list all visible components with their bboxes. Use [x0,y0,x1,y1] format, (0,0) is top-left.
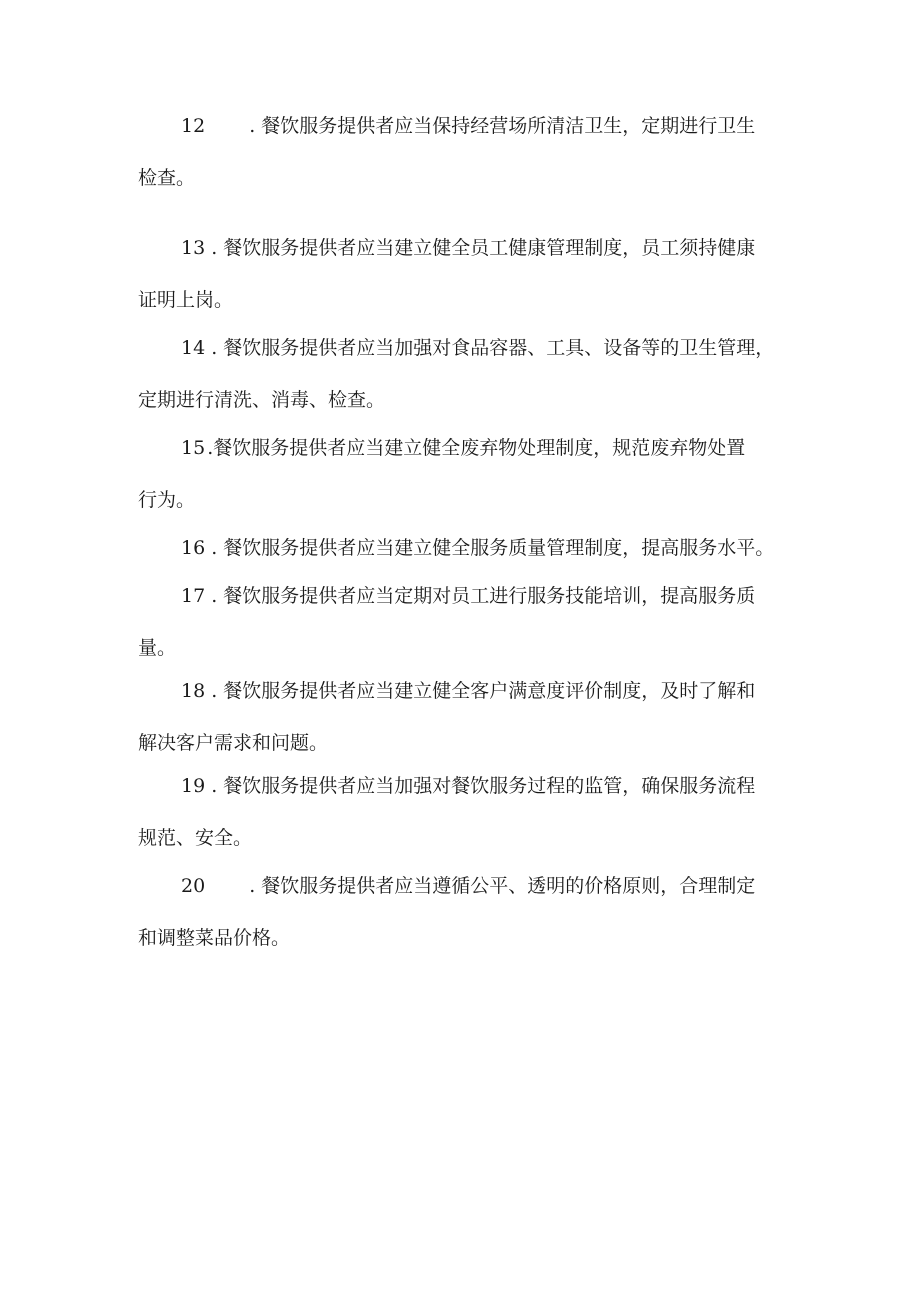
clause-18 [138,677,798,757]
clause-text: . 餐饮服务提供者应当遵循公平、透明的价格原则，合理制定 [249,875,756,897]
clause-number: 19 [181,775,206,797]
clause-20 [138,872,798,952]
clause-text: . 餐饮服务提供者应当建立健全服务质量管理制度，提高服务水平。 [211,537,775,559]
clause-number: 16 [181,537,206,559]
clause-line-1 [138,872,798,900]
clause-number: 14 [181,337,206,359]
clause-line-1 [138,234,798,262]
clause-line-1 [138,112,798,140]
clause-number: 12 [181,115,206,137]
clause-text: . 餐饮服务提供者应当加强对食品容器、工具、设备等的卫生管理， [211,337,775,359]
clause-line-1 [138,772,798,800]
clause-line-2: 量。 [138,637,177,659]
clause-16 [138,534,798,562]
clause-17 [138,582,798,662]
clause-text: . 餐饮服务提供者应当定期对员工进行服务技能培训，提高服务质 [211,585,756,607]
clause-19 [138,772,798,852]
clause-text: . 餐饮服务提供者应当建立健全客户满意度评价制度，及时了解和 [211,680,756,702]
clause-text: . 餐饮服务提供者应当建立健全员工健康管理制度，员工须持健康 [211,237,756,259]
clause-14 [138,334,798,414]
clause-line-2: 定期进行清洗、消毒、检查。 [138,389,386,411]
clause-line-2: 检查。 [138,167,196,189]
clause-13 [138,234,798,314]
clause-line-2: 证明上岗。 [138,289,234,311]
clause-12 [138,112,798,192]
clause-number: 13 [181,237,206,259]
clause-line-1 [138,582,798,610]
clause-text: .餐饮服务提供者应当建立健全废弃物处理制度，规范废弃物处置 [207,437,746,459]
clause-line-1 [138,434,798,462]
clause-line-1 [138,677,798,705]
clause-number: 20 [181,875,206,897]
clause-text: . 餐饮服务提供者应当保持经营场所清洁卫生，定期进行卫生 [249,115,756,137]
clause-line-2: 和调整菜品价格。 [138,927,291,949]
clause-line-2: 规范、安全。 [138,827,253,849]
clause-line-1 [138,534,798,562]
clause-number: 15 [181,437,206,459]
clause-line-2: 行为。 [138,489,196,511]
clause-line-1 [138,334,798,362]
clause-number: 17 [181,585,206,607]
clause-text: . 餐饮服务提供者应当加强对餐饮服务过程的监管，确保服务流程 [211,775,756,797]
clause-15 [138,434,798,514]
clause-line-2: 解决客户需求和问题。 [138,732,329,754]
clause-number: 18 [181,680,206,702]
